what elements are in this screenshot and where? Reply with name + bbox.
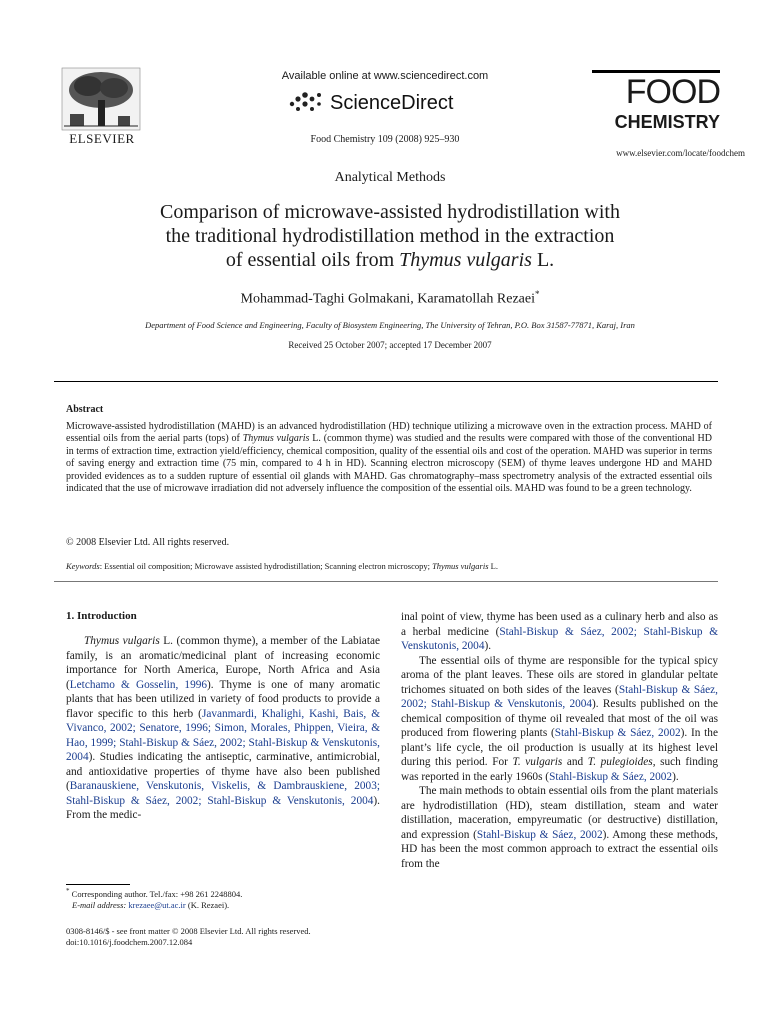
publisher-name: ELSEVIER	[69, 131, 135, 146]
p1-text-c: ). Studies indicating the antiseptic, carminative, antimicrobial, and antioxidative properties of thyme have also been published (	[66, 751, 380, 792]
footnote-email-line	[66, 900, 386, 911]
section-label: Analytical Methods	[334, 170, 446, 185]
corresponding-author-mark[interactable]: *	[534, 289, 540, 299]
p3-text-a: The main methods to obtain essential oils from the plant materials are hydrodistillation (HD), steam distillation, steam and water distillation, maceration, empyreumatic (or destructive) distillation, and expression (	[401, 785, 718, 841]
p2-text-e: ).	[672, 770, 679, 783]
title-line-3-text: of essential oils from	[225, 249, 400, 271]
email-label: E-mail address:	[72, 899, 127, 910]
p1-text-b: ). Thyme is one of many aromatic plants that has been utilized in variety of food products to provide a flavor specific to this herb (	[66, 678, 380, 720]
p1-text-a: L. (common thyme), a member of the Labiatae family, is an aromatic/medicinal plant of increasing economic importance for North America, Europe, North Africa and Asia (	[66, 635, 380, 691]
intro-paragraph-1-cont	[401, 610, 718, 654]
keywords-label: Keywords	[66, 561, 100, 571]
ref-properties-links[interactable]: Baranauskiene, Venskutonis, Viskelis, & Dambrauskiene, 2003; Stahl-Biskup & Sáez, 2002; Stahl-Biskup & Venskutonis, 2004	[66, 780, 380, 807]
p2-text-d: , such finding was reported in the early 1960s (	[401, 756, 718, 783]
intro-column-right	[401, 610, 718, 871]
ref-trichomes-links[interactable]: Stahl-Biskup & Sáez, 2002; Stahl-Biskup & Venskutonis, 2004	[401, 683, 719, 710]
p2-text-c: ). In the plant’s life cycle, the oil production is usually at its highest level during this period. For	[401, 727, 718, 768]
ref-flavor-links[interactable]: Javanmardi, Khalighi, Kashi, Bais, & Vivanco, 2002; Senatore, 1996; Simon, Morales, Phippen, Vieira, & Hao, 1999; Stahl-Biskup & Sáez, 2002; Stahl-Biskup & Venskutonis, 2004	[66, 707, 380, 763]
journal-reference: Food Chemistry 109 (2008) 925–930	[310, 134, 460, 145]
email-link[interactable]: krezaee@ut.ac.ir	[128, 899, 186, 910]
keywords-text: : Essential oil composition; Microwave assisted hydrodistillation; Scanning electron microscopy;	[99, 561, 433, 571]
footnote	[66, 886, 386, 911]
p1-species: Thymus vulgaris	[84, 635, 160, 647]
footnote-mark: *	[66, 887, 70, 895]
keywords-end: L.	[488, 561, 498, 571]
intro-paragraph-3	[401, 784, 718, 871]
author-names: Mohammad-Taghi Golmakani, Karamatollah Rezaei	[240, 291, 535, 307]
authors	[60, 289, 720, 308]
journal-url-link[interactable]: www.elsevier.com/locate/foodchem	[616, 148, 745, 158]
front-matter	[66, 926, 466, 948]
ref-letchamo-link[interactable]: Letchamo & Gosselin, 1996	[69, 678, 208, 691]
ref-medicine-links[interactable]: Stahl-Biskup & Sáez, 2002; Stahl-Biskup & Venskutonis, 2004	[401, 625, 718, 652]
title-line-2: the traditional hydrodistillation method in the extraction	[165, 225, 615, 247]
abstract-copyright: © 2008 Elsevier Ltd. All rights reserved.	[66, 537, 230, 548]
intro-paragraph-1	[66, 634, 380, 823]
abstract-heading: Abstract	[66, 404, 104, 415]
species-t-pulegioides: T. pulegioides	[587, 756, 653, 768]
abstract-text-a: Microwave-assisted hydrodistillation (MAHD) is an advanced hydrodistillation (HD) technique utilizing a microwave oven in the extraction process. MAHD of essential oils from the aerial parts (tops) of	[66, 421, 712, 445]
footnote-line-1: Corresponding author. Tel./fax: +98 261 2248804.	[69, 888, 243, 899]
article-title	[60, 200, 720, 272]
sciencedirect-logo	[286, 86, 486, 120]
species-t-vulgaris: T. vulgaris	[512, 756, 563, 768]
title-species: Thymus vulgaris	[399, 249, 532, 271]
sciencedirect-wordmark: ScienceDirect	[330, 92, 454, 114]
p1-text-d-part: ). From the medic-	[66, 794, 380, 821]
available-online-text: Available online at www.sciencedirect.com	[281, 70, 489, 82]
sciencedirect-dots-icon	[286, 90, 326, 116]
abstract-text-b: L. (common thyme) was studied and the results were compared with those of the conventional HD in terms of extraction time, extraction yield/efficiency, chemical composition, quality of the essential oils and cost of the operation. MAHD was superior in terms of saving energy and extraction time (75 min, compared to 4 h in HD). Scanning electron microscopy (SEM) of thyme leaves undergone HD and MAHD provided evidences as to a sudden rupture of essential oil glands with MAHD. Gas chromatography–mass spectrometry analysis of the extracted essential oils indicated that the use of microwave irradiation did not adversely influence the composition of the essential oils. MAHD was found to be a green technology.	[66, 433, 712, 495]
title-line-3	[60, 248, 720, 272]
received-dates: Received 25 October 2007; accepted 17 December 2007	[288, 340, 492, 350]
p1-text-e: ).	[484, 640, 492, 652]
p2-text-a: The essential oils of thyme are responsible for the typical spicy aroma of the plant leaves. These oils are stored in glandular peltate trichomes situated on both sides of the leaves (	[401, 654, 718, 696]
footnote-rule	[66, 884, 130, 885]
abstract-species: Thymus vulgaris	[242, 433, 310, 445]
p2-and: and	[562, 756, 588, 768]
p2-text-b: ). Results published on the chemical composition of thyme oil revealed that most of the oil was produced from flowering plants (	[401, 698, 718, 739]
abstract-bottom-rule	[54, 581, 718, 582]
intro-column-left	[66, 634, 380, 823]
logo-food-text: FOOD	[625, 73, 720, 111]
email-end: (K. Rezaei).	[185, 899, 230, 910]
footnote-corresponding	[66, 886, 386, 900]
front-matter-line-1: 0308-8146/$ - see front matter © 2008 Elsevier Ltd. All rights reserved.	[66, 926, 311, 936]
food-chemistry-logo	[592, 70, 720, 140]
affiliation: Department of Food Science and Engineering, Faculty of Biosystem Engineering, The University of Tehran, P.O. Box 31587-77871, Karaj, Iran	[145, 320, 635, 330]
title-line-1: Comparison of microwave-assisted hydrodistillation with	[160, 201, 620, 223]
title-end: L.	[531, 249, 555, 271]
keywords-species: Thymus vulgaris	[432, 561, 489, 571]
logo-chemistry-text: CHEMISTRY	[614, 112, 720, 132]
abstract-top-rule	[54, 381, 718, 382]
keywords	[66, 561, 712, 571]
p3-text-b: ). Among these methods, HD has been the most common approach to extract the essential oils from the	[401, 828, 718, 870]
intro-heading: 1. Introduction	[66, 610, 137, 622]
ref-1960s-link[interactable]: Stahl-Biskup & Sáez, 2002	[549, 770, 673, 783]
doi-line[interactable]: doi:10.1016/j.foodchem.2007.12.084	[66, 937, 193, 947]
intro-paragraph-2	[401, 654, 718, 785]
p1-text-d-cont: inal point of view, thyme has been used as a culinary herb and also as a herbal medicine (	[401, 611, 718, 638]
ref-methods-link[interactable]: Stahl-Biskup & Sáez, 2002	[476, 828, 603, 841]
ref-flowering-link[interactable]: Stahl-Biskup & Sáez, 2002	[554, 727, 681, 739]
abstract-text	[66, 421, 712, 495]
